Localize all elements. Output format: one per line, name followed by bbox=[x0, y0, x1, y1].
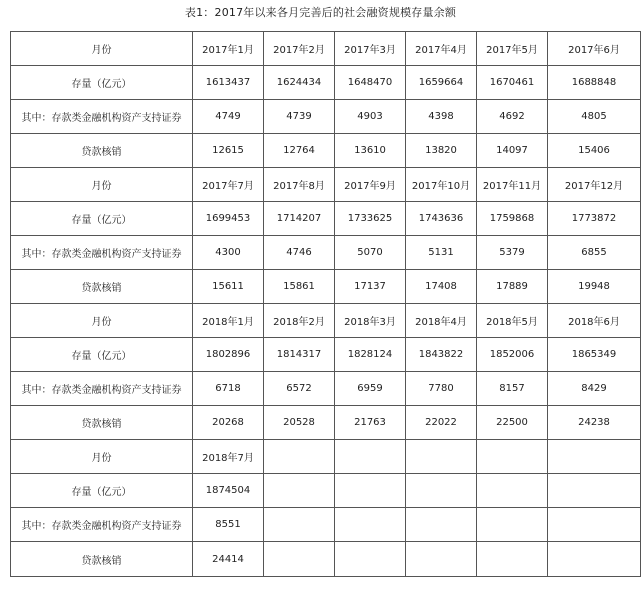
stock-cell: 1865349 bbox=[548, 338, 641, 372]
month-cell: 2017年2月 bbox=[264, 32, 335, 66]
month-cell: 2017年9月 bbox=[335, 168, 406, 202]
stock-cell: 1613437 bbox=[193, 66, 264, 100]
table-row bbox=[11, 100, 641, 134]
table-row bbox=[11, 338, 641, 372]
social-financing-table bbox=[10, 31, 641, 577]
month-cell: 2018年6月 bbox=[548, 304, 641, 338]
abs-row-label: 其中：存款类金融机构资产支持证券 bbox=[11, 508, 193, 542]
abs-cell: 6572 bbox=[264, 372, 335, 406]
month-cell: 2017年6月 bbox=[548, 32, 641, 66]
table-row bbox=[11, 406, 641, 440]
table-row bbox=[11, 134, 641, 168]
stock-cell: 1874504 bbox=[193, 474, 264, 508]
writeoff-row-label: 贷款核销 bbox=[11, 134, 193, 168]
table-row bbox=[11, 542, 641, 577]
writeoff-cell: 22500 bbox=[477, 406, 548, 440]
month-cell bbox=[264, 440, 335, 474]
writeoff-cell: 12615 bbox=[193, 134, 264, 168]
writeoff-cell bbox=[477, 542, 548, 577]
writeoff-cell: 20528 bbox=[264, 406, 335, 440]
writeoff-cell: 15861 bbox=[264, 270, 335, 304]
abs-cell bbox=[335, 508, 406, 542]
abs-cell: 4903 bbox=[335, 100, 406, 134]
stock-cell: 1648470 bbox=[335, 66, 406, 100]
abs-cell: 4739 bbox=[264, 100, 335, 134]
abs-cell bbox=[548, 508, 641, 542]
writeoff-cell: 17889 bbox=[477, 270, 548, 304]
stock-cell: 1828124 bbox=[335, 338, 406, 372]
stock-cell: 1733625 bbox=[335, 202, 406, 236]
abs-cell: 4749 bbox=[193, 100, 264, 134]
abs-cell: 5131 bbox=[406, 236, 477, 270]
writeoff-cell bbox=[406, 542, 477, 577]
writeoff-cell bbox=[264, 542, 335, 577]
stock-cell: 1670461 bbox=[477, 66, 548, 100]
month-cell: 2018年4月 bbox=[406, 304, 477, 338]
stock-cell: 1624434 bbox=[264, 66, 335, 100]
month-cell: 2017年11月 bbox=[477, 168, 548, 202]
writeoff-cell bbox=[548, 542, 641, 577]
month-cell: 2018年1月 bbox=[193, 304, 264, 338]
stock-cell bbox=[477, 474, 548, 508]
month-row-label: 月份 bbox=[11, 304, 193, 338]
abs-cell: 6855 bbox=[548, 236, 641, 270]
table-row bbox=[11, 372, 641, 406]
month-cell: 2018年7月 bbox=[193, 440, 264, 474]
stock-cell: 1699453 bbox=[193, 202, 264, 236]
abs-cell: 5070 bbox=[335, 236, 406, 270]
table-row bbox=[11, 440, 641, 474]
writeoff-cell: 15406 bbox=[548, 134, 641, 168]
month-row-label: 月份 bbox=[11, 440, 193, 474]
abs-cell: 4692 bbox=[477, 100, 548, 134]
stock-cell: 1843822 bbox=[406, 338, 477, 372]
abs-cell: 4746 bbox=[264, 236, 335, 270]
writeoff-cell: 15611 bbox=[193, 270, 264, 304]
table-row bbox=[11, 304, 641, 338]
month-cell: 2017年12月 bbox=[548, 168, 641, 202]
abs-row-label: 其中：存款类金融机构资产支持证券 bbox=[11, 372, 193, 406]
table-row bbox=[11, 474, 641, 508]
stock-cell: 1714207 bbox=[264, 202, 335, 236]
writeoff-cell: 12764 bbox=[264, 134, 335, 168]
writeoff-cell: 19948 bbox=[548, 270, 641, 304]
month-cell bbox=[406, 440, 477, 474]
table-row bbox=[11, 202, 641, 236]
month-row-label: 月份 bbox=[11, 168, 193, 202]
abs-cell: 8429 bbox=[548, 372, 641, 406]
abs-cell: 4805 bbox=[548, 100, 641, 134]
month-cell: 2017年1月 bbox=[193, 32, 264, 66]
month-cell: 2017年7月 bbox=[193, 168, 264, 202]
stock-cell: 1659664 bbox=[406, 66, 477, 100]
month-cell: 2017年5月 bbox=[477, 32, 548, 66]
abs-cell bbox=[477, 508, 548, 542]
stock-row-label: 存量（亿元） bbox=[11, 474, 193, 508]
stock-cell: 1743636 bbox=[406, 202, 477, 236]
writeoff-cell: 21763 bbox=[335, 406, 406, 440]
stock-row-label: 存量（亿元） bbox=[11, 66, 193, 100]
month-row-label: 月份 bbox=[11, 32, 193, 66]
abs-cell: 8157 bbox=[477, 372, 548, 406]
abs-cell: 5379 bbox=[477, 236, 548, 270]
writeoff-row-label: 贷款核销 bbox=[11, 542, 193, 577]
table-row bbox=[11, 66, 641, 100]
table-row bbox=[11, 32, 641, 66]
abs-cell: 6718 bbox=[193, 372, 264, 406]
stock-cell bbox=[548, 474, 641, 508]
month-cell: 2017年8月 bbox=[264, 168, 335, 202]
abs-cell: 4398 bbox=[406, 100, 477, 134]
month-cell: 2018年3月 bbox=[335, 304, 406, 338]
stock-cell bbox=[264, 474, 335, 508]
stock-cell bbox=[406, 474, 477, 508]
stock-cell: 1773872 bbox=[548, 202, 641, 236]
writeoff-row-label: 贷款核销 bbox=[11, 406, 193, 440]
abs-cell bbox=[406, 508, 477, 542]
month-cell: 2018年2月 bbox=[264, 304, 335, 338]
writeoff-row-label: 贷款核销 bbox=[11, 270, 193, 304]
writeoff-cell: 24238 bbox=[548, 406, 641, 440]
abs-cell bbox=[264, 508, 335, 542]
writeoff-cell: 22022 bbox=[406, 406, 477, 440]
table-title: 表1：2017年以来各月完善后的社会融资规模存量余额 bbox=[184, 6, 457, 19]
writeoff-cell: 13820 bbox=[406, 134, 477, 168]
abs-cell: 7780 bbox=[406, 372, 477, 406]
writeoff-cell bbox=[335, 542, 406, 577]
month-cell: 2018年5月 bbox=[477, 304, 548, 338]
abs-row-label: 其中：存款类金融机构资产支持证券 bbox=[11, 236, 193, 270]
abs-cell: 6959 bbox=[335, 372, 406, 406]
writeoff-cell: 14097 bbox=[477, 134, 548, 168]
abs-row-label: 其中：存款类金融机构资产支持证券 bbox=[11, 100, 193, 134]
table-row bbox=[11, 168, 641, 202]
month-cell bbox=[548, 440, 641, 474]
table-row bbox=[11, 270, 641, 304]
writeoff-cell: 17137 bbox=[335, 270, 406, 304]
abs-cell: 8551 bbox=[193, 508, 264, 542]
month-cell bbox=[477, 440, 548, 474]
month-cell: 2017年4月 bbox=[406, 32, 477, 66]
writeoff-cell: 24414 bbox=[193, 542, 264, 577]
month-cell bbox=[335, 440, 406, 474]
writeoff-cell: 17408 bbox=[406, 270, 477, 304]
table-row bbox=[11, 236, 641, 270]
writeoff-cell: 20268 bbox=[193, 406, 264, 440]
stock-cell: 1688848 bbox=[548, 66, 641, 100]
stock-cell: 1852006 bbox=[477, 338, 548, 372]
stock-row-label: 存量（亿元） bbox=[11, 202, 193, 236]
stock-cell: 1802896 bbox=[193, 338, 264, 372]
stock-cell: 1759868 bbox=[477, 202, 548, 236]
table-row bbox=[11, 508, 641, 542]
stock-row-label: 存量（亿元） bbox=[11, 338, 193, 372]
month-cell: 2017年3月 bbox=[335, 32, 406, 66]
abs-cell: 4300 bbox=[193, 236, 264, 270]
month-cell: 2017年10月 bbox=[406, 168, 477, 202]
stock-cell: 1814317 bbox=[264, 338, 335, 372]
writeoff-cell: 13610 bbox=[335, 134, 406, 168]
stock-cell bbox=[335, 474, 406, 508]
